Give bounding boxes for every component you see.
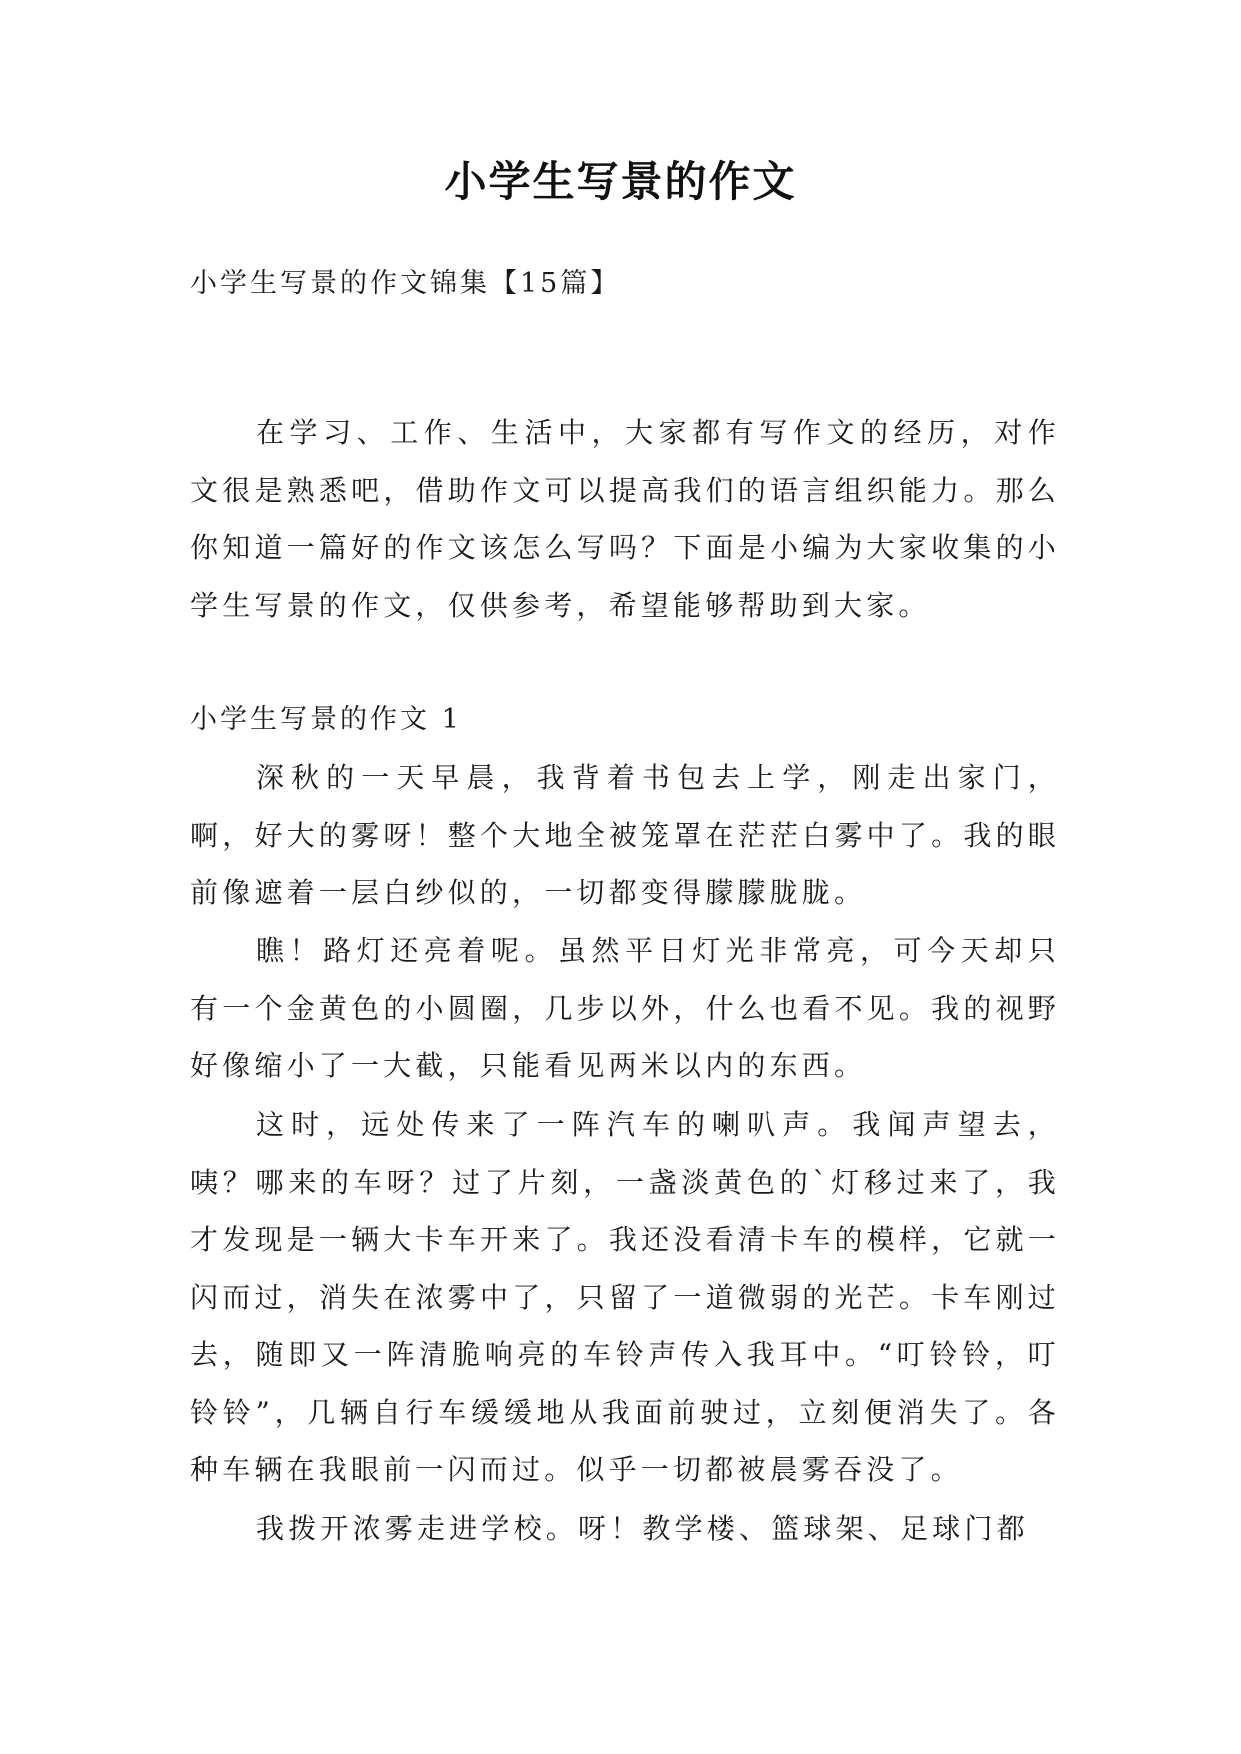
body-paragraph-2: 瞧！路灯还亮着呢。虽然平日灯光非常亮，可今天却只有一个金黄色的小圆圈，几步以外，什么也看不见。我的视野好像缩小了一大截，只能看见两米以内的东西。 <box>190 934 1060 1082</box>
body-paragraph-3: 这时，远处传来了一阵汽车的喇叭声。我闻声望去，咦？哪来的车呀？过了片刻，一盏淡黄色的`灯移过来了，我才发现是一辆大卡车开来了。我还没看清卡车的模样，它就一闪而过，消失在浓雾中了，只留了一道微弱的光芒。卡车刚过去，随即又一阵清脆响亮的车铃声传入我耳中。“叮铃铃，叮铃铃”，几辆自行车缓缓地从我面前驶过，立刻便消失了。各种车辆在我眼前一闪而过。似乎一切都被晨雾吞没了。 <box>190 1108 1060 1486</box>
document-subtitle: 小学生写景的作文锦集【15篇】 <box>190 268 621 299</box>
body-paragraph-4: 我拨开浓雾走进学校。呀！教学楼、篮球架、足球门都 <box>256 1512 1029 1545</box>
section-heading: 小学生写景的作文 1 <box>190 704 462 735</box>
document-title: 小学生写景的作文 <box>444 157 797 206</box>
intro-paragraph: 在学习、工作、生活中，大家都有写作文的经历，对作文很是熟悉吧，借助作文可以提高我们的语言组织能力。那么你知道一篇好的作文该怎么写吗？下面是小编为大家收集的小学生写景的作文，仅供参考，希望能够帮助到大家。 <box>190 416 1060 622</box>
body-paragraph-1: 深秋的一天早晨，我背着书包去上学，刚走出家门，啊，好大的雾呀！整个大地全被笼罩在茫茫白雾中了。我的眼前像遮着一层白纱似的，一切都变得朦朦胧胧。 <box>190 761 1060 909</box>
